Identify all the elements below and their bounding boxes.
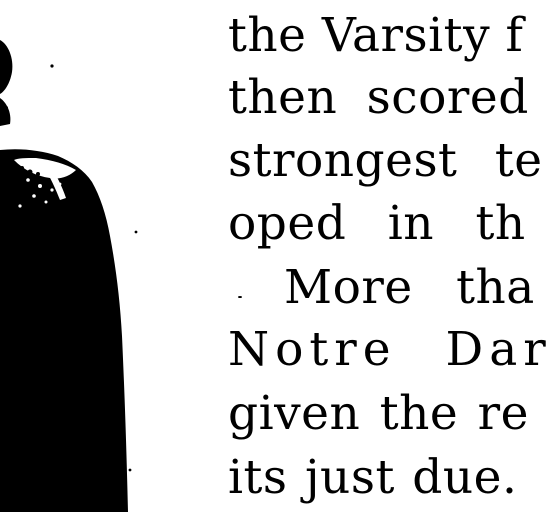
article-text bbox=[228, 0, 552, 512]
text-line-8: its just due. bbox=[228, 450, 518, 505]
text-line-7: given the re bbox=[228, 386, 529, 441]
text-line-1: the Varsity f bbox=[228, 8, 524, 63]
text-line-4: oped in th bbox=[228, 196, 526, 251]
text-line-6: Notre Dar bbox=[228, 322, 552, 377]
text-line-5: More tha bbox=[284, 260, 535, 315]
portrait-photo bbox=[0, 0, 200, 512]
text-line-3: strongest te bbox=[228, 133, 543, 188]
text-line-2: then scored bbox=[228, 70, 529, 125]
